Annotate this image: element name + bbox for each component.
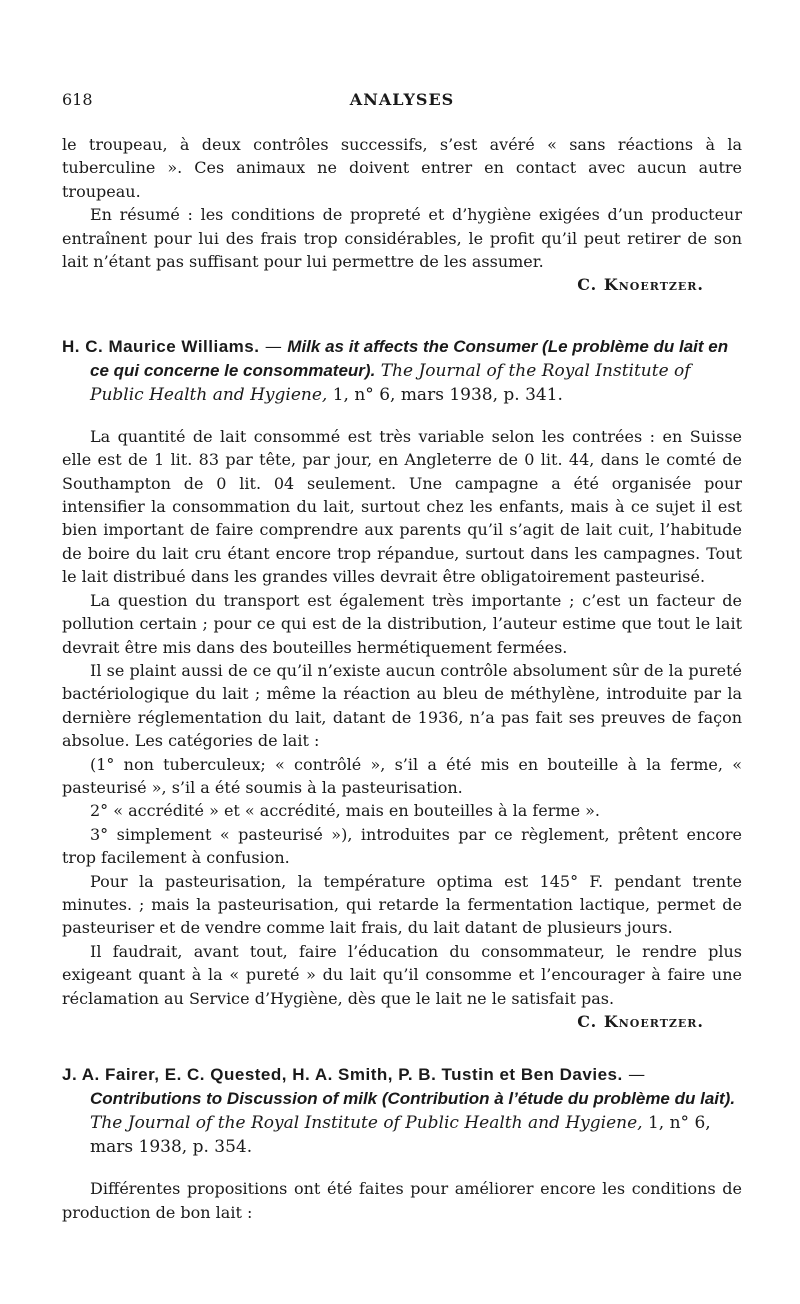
article-title: Milk as it affects the Consumer (Le problème du lait en ce qui concerne le consommateur). <box>90 336 729 380</box>
signature: C. Knoertzer. <box>577 1012 704 1031</box>
paragraph: 2° « accrédité » et « accrédité, mais en bouteilles à la ferme ». <box>90 801 600 821</box>
article-reference <box>62 1063 742 1159</box>
paragraph: En résumé : les conditions de propreté et d’hygiène exigées d’un producteur entraînent pour lui des frais trop considérables, le profit qu’il peut retirer de son lait n’étant pas suffisant pour lui permettre de les assumer. <box>62 205 742 272</box>
spacer <box>62 297 742 335</box>
journal-name: The Journal of the Royal Institute of Public Health and Hygiene, <box>90 360 691 405</box>
paragraph: 3° simplement « pasteurisé »), introduites par ce règlement, prêtent encore trop facilement à confusion. <box>62 824 742 868</box>
article-reference <box>62 335 742 407</box>
article-title: Contributions to Discussion of milk (Contribution à l’étude du problème du lait). <box>90 1089 736 1109</box>
authors: H. C. Maurice Williams. <box>62 336 260 356</box>
running-title: ANALYSES <box>349 90 455 109</box>
authors: J. A. Fairer, E. C. Quested, H. A. Smith, P. B. Tustin et Ben Davies. <box>62 1065 623 1085</box>
page-number: 618 <box>62 90 93 109</box>
citation: 1, n° 6, mars 1938, p. 341. <box>327 384 563 405</box>
paragraph: Pour la pasteurisation, la température optima est 145° F. pendant trente minutes. ; mais la pasteurisation, qui retarde la fermentation lactique, permet de pasteuriser et de vendre comme lait frais, du lait datant de plusieurs jours. <box>62 871 742 938</box>
spacer <box>62 1033 742 1063</box>
dash: — <box>622 1065 646 1086</box>
page-body <box>62 133 742 1224</box>
signature: C. Knoertzer. <box>577 275 704 295</box>
paragraph: Il faudrait, avant tout, faire l’éducation du consommateur, le rendre plus exigeant quant à la « pureté » du lait qu’il consomme et l’encourager à faire une réclamation au Service d’Hygiène, dès que le lait ne le satisfait pas. <box>62 941 742 1008</box>
paragraph: le troupeau, à deux contrôles successifs, s’est avéré « sans réactions à la tuberculine ». Ces animaux ne doivent entrer en contact avec aucun autre troupeau. <box>62 135 742 201</box>
page-header <box>62 90 742 116</box>
journal-name: The Journal of the Royal Institute of Public Health and Hygiene, <box>90 1113 643 1134</box>
paragraph: La quantité de lait consommé est très variable selon les contrées : en Suisse elle est de 1 lit. 83 par tête, par jour, en Angleterre de 0 lit. 44, dans le comté de Southampton de 0 lit. 04 seulement. Une campagne a été organisée pour intensifier la consommation du lait, surtout chez les enfants, mais à ce sujet il est bien important de faire comprendre aux parents qu’il s’agit de lait cuit, l’habitude de boire du lait cru étant encore trop répandue, surtout dans les campagnes. Tout le lait distribué dans les grandes villes devrait être obligatoirement pasteurisé. <box>62 426 742 587</box>
paragraph: (1° non tuberculeux; « contrôlé », s’il a été mis en bouteille à la ferme, « pasteurisé », s’il a été soumis à la pasteurisation. <box>62 754 742 797</box>
paragraph: Il se plaint aussi de ce qu’il n’existe aucun contrôle absolument sûr de la pureté bactériologique du lait ; même la réaction au bleu de méthylène, introduite par la dernière réglementation du lait, datant de 1936, n’a pas fait ses preuves de façon absolue. Les catégories de lait : <box>62 660 742 751</box>
spacer <box>62 407 742 425</box>
paragraph: Différentes propositions ont été faites pour améliorer encore les conditions de production de bon lait : <box>62 1179 742 1222</box>
citation: 1, n° 6, mars 1938, p. 354. <box>90 1113 711 1158</box>
spacer <box>62 1159 742 1177</box>
dash: — <box>259 336 288 357</box>
paragraph: La question du transport est également très importante ; c’est un facteur de pollution certain ; pour ce qui est de la distribution, l’auteur estime que tout le lait devrait être mis dans des bouteilles hermétiquement fermées. <box>62 590 742 657</box>
